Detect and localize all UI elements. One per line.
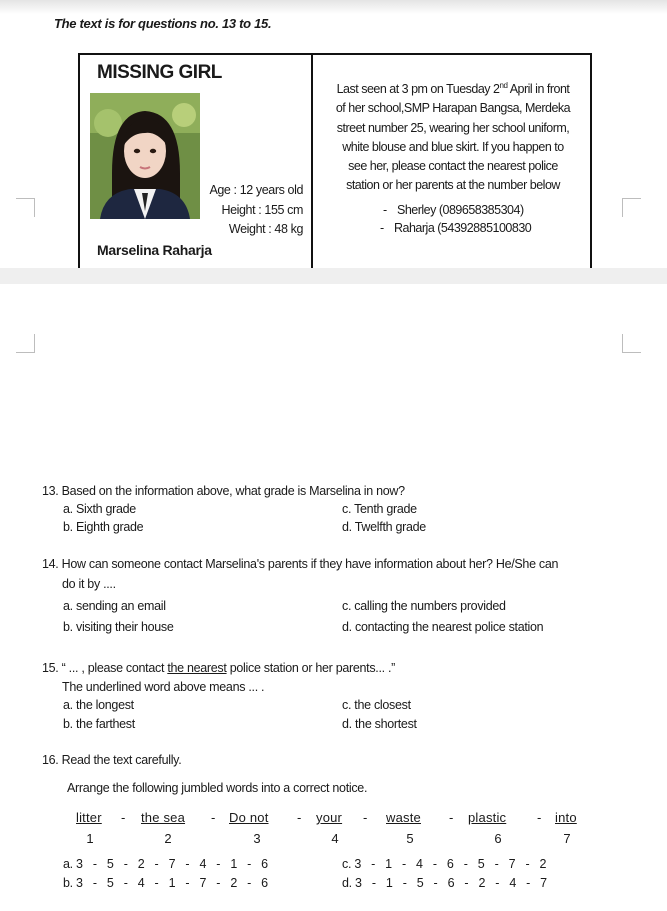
last-seen-notice	[322, 76, 584, 195]
notice-line: see her, please contact the nearest police	[348, 158, 558, 173]
option-label: a.	[63, 857, 73, 871]
question-13-option-a: a. Sixth grade	[63, 502, 136, 516]
word-number: 2	[164, 831, 172, 846]
question-14-stem: 14. How can someone contact Marselina's parents if they have information about her? He/She can	[42, 557, 559, 571]
corner-mark	[622, 198, 641, 217]
question-16-option-b	[63, 876, 271, 890]
corner-mark	[16, 198, 35, 217]
girl-photo	[90, 93, 200, 219]
question-15-stem-cont: The underlined word above means ... .	[62, 680, 265, 694]
question-14-option-a: a. sending an email	[63, 599, 166, 613]
notice-line: Last seen at 3 pm on Tuesday 2nd April in front	[336, 81, 570, 97]
question-16-option-c	[342, 857, 550, 871]
question-16-option-d	[342, 876, 550, 890]
notice-line: street number 25, wearing her school uniform,	[336, 120, 570, 135]
option-sequence: 3 - 5 - 2 - 7 - 4 - 1 - 6	[76, 857, 272, 871]
contact-text: Sherley (089658385304)	[397, 203, 524, 217]
age-text: Age : 12 years old	[209, 183, 303, 197]
word-separator: -	[363, 810, 368, 825]
option-sequence: 3 - 1 - 5 - 6 - 2 - 4 - 7	[355, 876, 551, 890]
option-label: c.	[342, 857, 352, 871]
question-16-instruction: Arrange the following jumbled words into a correct notice.	[67, 781, 368, 795]
corner-mark	[16, 334, 35, 353]
jumbled-word: the sea	[141, 810, 186, 825]
word-number: 3	[253, 831, 261, 846]
word-number: 5	[406, 831, 414, 846]
stem-text: 15. “ ... , please contact	[42, 661, 168, 675]
question-13-option-d: d. Twelfth grade	[342, 520, 426, 534]
question-15-option-d: d. the shortest	[342, 717, 417, 731]
contact-text: Raharja (54392885100830	[394, 221, 532, 235]
question-15-option-a: a. the longest	[63, 698, 134, 712]
notice-line: white blouse and blue skirt. If you happen to	[342, 139, 564, 154]
stem-text: police station or her parents... .”	[226, 661, 396, 675]
top-shadow	[0, 0, 667, 14]
question-14-stem-cont: do it by ....	[62, 577, 116, 591]
question-14-option-b: b. visiting their house	[63, 620, 174, 634]
jumbled-word: Do not	[229, 810, 269, 825]
jumbled-word: into	[555, 810, 577, 825]
question-15-option-c: c. the closest	[342, 698, 411, 712]
option-label: b.	[63, 876, 73, 890]
question-16-option-a	[63, 857, 271, 871]
question-13-option-c: c. Tenth grade	[342, 502, 417, 516]
word-number: 4	[331, 831, 339, 846]
word-number: 1	[86, 831, 94, 846]
word-separator: -	[297, 810, 302, 825]
question-14-option-d: d. contacting the nearest police station	[342, 620, 544, 634]
word-separator: -	[537, 810, 542, 825]
contact-dash: -	[380, 221, 384, 235]
jumbled-word: your	[316, 810, 343, 825]
jumbled-word: plastic	[468, 810, 507, 825]
corner-mark	[622, 334, 641, 353]
word-separator: -	[211, 810, 216, 825]
question-13-option-b: b. Eighth grade	[63, 520, 144, 534]
option-sequence: 3 - 1 - 4 - 6 - 5 - 7 - 2	[354, 857, 550, 871]
contact-raharja	[380, 221, 531, 235]
poster-title: MISSING GIRL	[97, 62, 222, 83]
underlined-word: the nearest	[167, 661, 227, 675]
missing-person-name: Marselina Raharja	[97, 242, 212, 258]
jumbled-word: litter	[76, 810, 102, 825]
question-14-option-c: c. calling the numbers provided	[342, 599, 506, 613]
option-sequence: 3 - 5 - 4 - 1 - 7 - 2 - 6	[76, 876, 272, 890]
option-label: d.	[342, 876, 352, 890]
contact-dash: -	[383, 203, 387, 217]
question-16-stem: 16. Read the text carefully.	[42, 753, 182, 767]
poster-divider	[311, 53, 313, 268]
jumbled-word: waste	[386, 810, 421, 825]
notice-line: station or her parents at the number below	[346, 178, 560, 193]
weight-text: Weight : 48 kg	[228, 222, 303, 236]
word-number: 7	[563, 831, 571, 846]
question-15-stem	[42, 661, 395, 675]
intro-text: The text is for questions no. 13 to 15.	[54, 16, 272, 31]
question-13-stem: 13. Based on the information above, what grade is Marselina in now?	[42, 484, 405, 498]
word-separator: -	[121, 810, 126, 825]
page-gap	[0, 268, 667, 284]
notice-line: of her school,SMP Harapan Bangsa, Merdeka	[335, 101, 571, 116]
question-15-option-b: b. the farthest	[63, 717, 135, 731]
word-separator: -	[449, 810, 454, 825]
word-number: 6	[494, 831, 502, 846]
contact-sherley	[383, 203, 524, 217]
height-text: Height : 155 cm	[221, 203, 303, 217]
